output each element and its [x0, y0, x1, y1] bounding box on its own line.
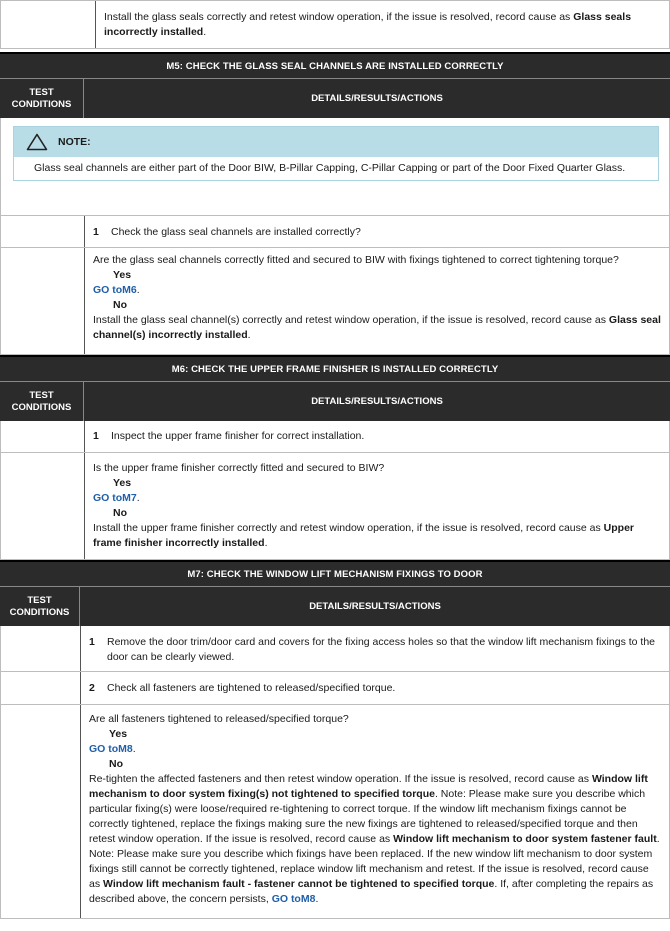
test-conditions-cell	[1, 672, 81, 704]
m4-action-row	[0, 0, 670, 49]
test-conditions-cell	[1, 248, 85, 354]
end-punct: .	[203, 26, 207, 38]
note-header	[14, 127, 658, 157]
yes-label: Yes	[113, 269, 132, 281]
m5-note-row	[0, 118, 670, 216]
no-label: No	[113, 507, 127, 519]
action-text: . Note: Please make sure you describe which fixings have been replaced. If the new window lift mechanism to door system fixings still cannot be correctly tightened, replace window lift mechanism and retest. If the issue is resolved, record cause as	[89, 833, 660, 890]
go-to-m7-link[interactable]: GO toM7	[93, 492, 137, 504]
end-punct: .	[264, 537, 268, 549]
details-header: DETAILS/RESULTS/ACTIONS	[311, 396, 443, 407]
step-1	[93, 225, 661, 240]
test-conditions-cell	[1, 626, 81, 671]
step-number: 2	[89, 682, 95, 694]
result-cell	[81, 705, 669, 918]
test-conditions-cell	[1, 421, 85, 452]
m7-step2-row	[0, 672, 670, 705]
action-text: Re-tighten the affected fasteners and then retest window operation. If the issue is resolved, record cause as	[89, 773, 592, 785]
step-number: 1	[93, 430, 99, 442]
m6-step-row	[0, 421, 670, 453]
cause-text: Window lift mechanism fault - fastener cannot be tightened to specified torque	[103, 878, 495, 890]
end-punct: .	[247, 329, 251, 341]
cause-text: Glass seal channel(s) incorrectly installed	[93, 314, 661, 341]
m7-column-header	[0, 586, 670, 626]
step-text: Inspect the upper frame finisher for correct installation.	[111, 430, 365, 442]
yes-label: Yes	[113, 477, 132, 489]
yes-label: Yes	[109, 728, 128, 740]
step-2	[89, 681, 661, 696]
details-header: DETAILS/RESULTS/ACTIONS	[311, 93, 443, 104]
note-text: Glass seal channels are either part of the Door BIW, B-Pillar Capping, C-Pillar Capping or part of the Door Fixed Quarter Glass.	[34, 162, 626, 174]
m7-result-row	[0, 705, 670, 919]
result-cell	[85, 453, 669, 559]
test-conditions-header: TEST CONDITIONS	[0, 79, 84, 118]
step-text: Remove the door trim/door card and covers for the fixing access holes so that the window lift mechanism fixings to the door can be clearly viewed.	[107, 636, 656, 663]
step-number: 1	[89, 636, 95, 648]
action-text: Install the glass seal channel(s) correctly and retest window operation, if the issue is resolved, record cause as	[93, 314, 609, 326]
m6-title-bar: M6: CHECK THE UPPER FRAME FINISHER IS INSTALLED CORRECTLY	[0, 355, 670, 381]
test-conditions-cell	[1, 216, 85, 247]
step-text: Check all fasteners are tightened to released/specified torque.	[107, 682, 396, 694]
step-1	[93, 429, 661, 444]
m6-column-header	[0, 381, 670, 421]
m5-result-row	[0, 248, 670, 355]
test-conditions-cell	[1, 453, 85, 559]
result-cell	[85, 248, 669, 354]
cause-text: Window lift mechanism to door system fastener fault	[393, 833, 657, 845]
no-action-text	[93, 521, 661, 551]
action-text: Install the upper frame finisher correctly and retest window operation, if the issue is resolved, record cause as	[93, 522, 604, 534]
note-box	[13, 126, 659, 181]
action-text: . If, after completing the repairs as described above, the concern persists,	[89, 878, 654, 905]
no-action-text	[89, 772, 661, 907]
action-text: . Note: Please make sure you describe which particular fixing(s) were loose/required re-tightening to correct torque. If the window lift mechanism fixings cannot be correctly tightened, replace the fixings making sure the new fixings are tightened to released/specified torque and then retest window operation. If the issue is resolved, record cause as	[89, 788, 646, 845]
question-text: Is the upper frame finisher correctly fitted and secured to BIW?	[93, 462, 385, 474]
no-label: No	[109, 758, 123, 770]
end-punct: .	[132, 743, 136, 755]
go-to-m8-link[interactable]: GO toM8	[271, 893, 316, 905]
cause-text: Glass seals incorrectly installed	[104, 11, 632, 38]
test-conditions-cell	[1, 705, 81, 918]
test-conditions-header: TEST CONDITIONS	[0, 587, 80, 626]
cause-text: Upper frame finisher incorrectly installed	[93, 522, 635, 549]
no-action-text	[93, 313, 661, 343]
m6-result-row	[0, 453, 670, 560]
end-punct: .	[136, 492, 140, 504]
step-cell	[85, 216, 669, 247]
step-cell	[81, 672, 669, 704]
step-cell	[85, 421, 669, 452]
go-to-m8-link[interactable]: GO toM8	[89, 743, 133, 755]
action-cell	[96, 1, 669, 48]
m5-title-bar: M5: CHECK THE GLASS SEAL CHANNELS ARE INSTALLED CORRECTLY	[0, 52, 670, 78]
warning-triangle-icon	[26, 133, 48, 151]
step-cell	[81, 626, 669, 671]
end-punct: .	[136, 284, 140, 296]
question-text: Are the glass seal channels correctly fitted and secured to BIW with fixings tightened to correct tightening torque?	[93, 254, 619, 266]
m7-title-bar: M7: CHECK THE WINDOW LIFT MECHANISM FIXINGS TO DOOR	[0, 560, 670, 586]
step-1	[89, 635, 661, 665]
step-text: Check the glass seal channels are installed correctly?	[111, 226, 361, 238]
test-conditions-header: TEST CONDITIONS	[0, 382, 84, 421]
m7-step1-row	[0, 626, 670, 672]
action-text: Install the glass seals correctly and retest window operation, if the issue is resolved, record cause as	[104, 11, 574, 23]
go-to-m6-link[interactable]: GO toM6	[93, 284, 137, 296]
note-label: NOTE:	[58, 136, 91, 148]
m5-column-header	[0, 78, 670, 118]
details-header: DETAILS/RESULTS/ACTIONS	[309, 601, 441, 612]
question-text: Are all fasteners tightened to released/specified torque?	[89, 713, 349, 725]
test-conditions-cell	[1, 1, 96, 48]
end-punct: .	[315, 893, 319, 905]
m5-step-row	[0, 216, 670, 248]
cause-text: Window lift mechanism to door system fixing(s) not tightened to specified torque	[89, 773, 648, 800]
step-number: 1	[93, 226, 99, 238]
no-label: No	[113, 299, 127, 311]
